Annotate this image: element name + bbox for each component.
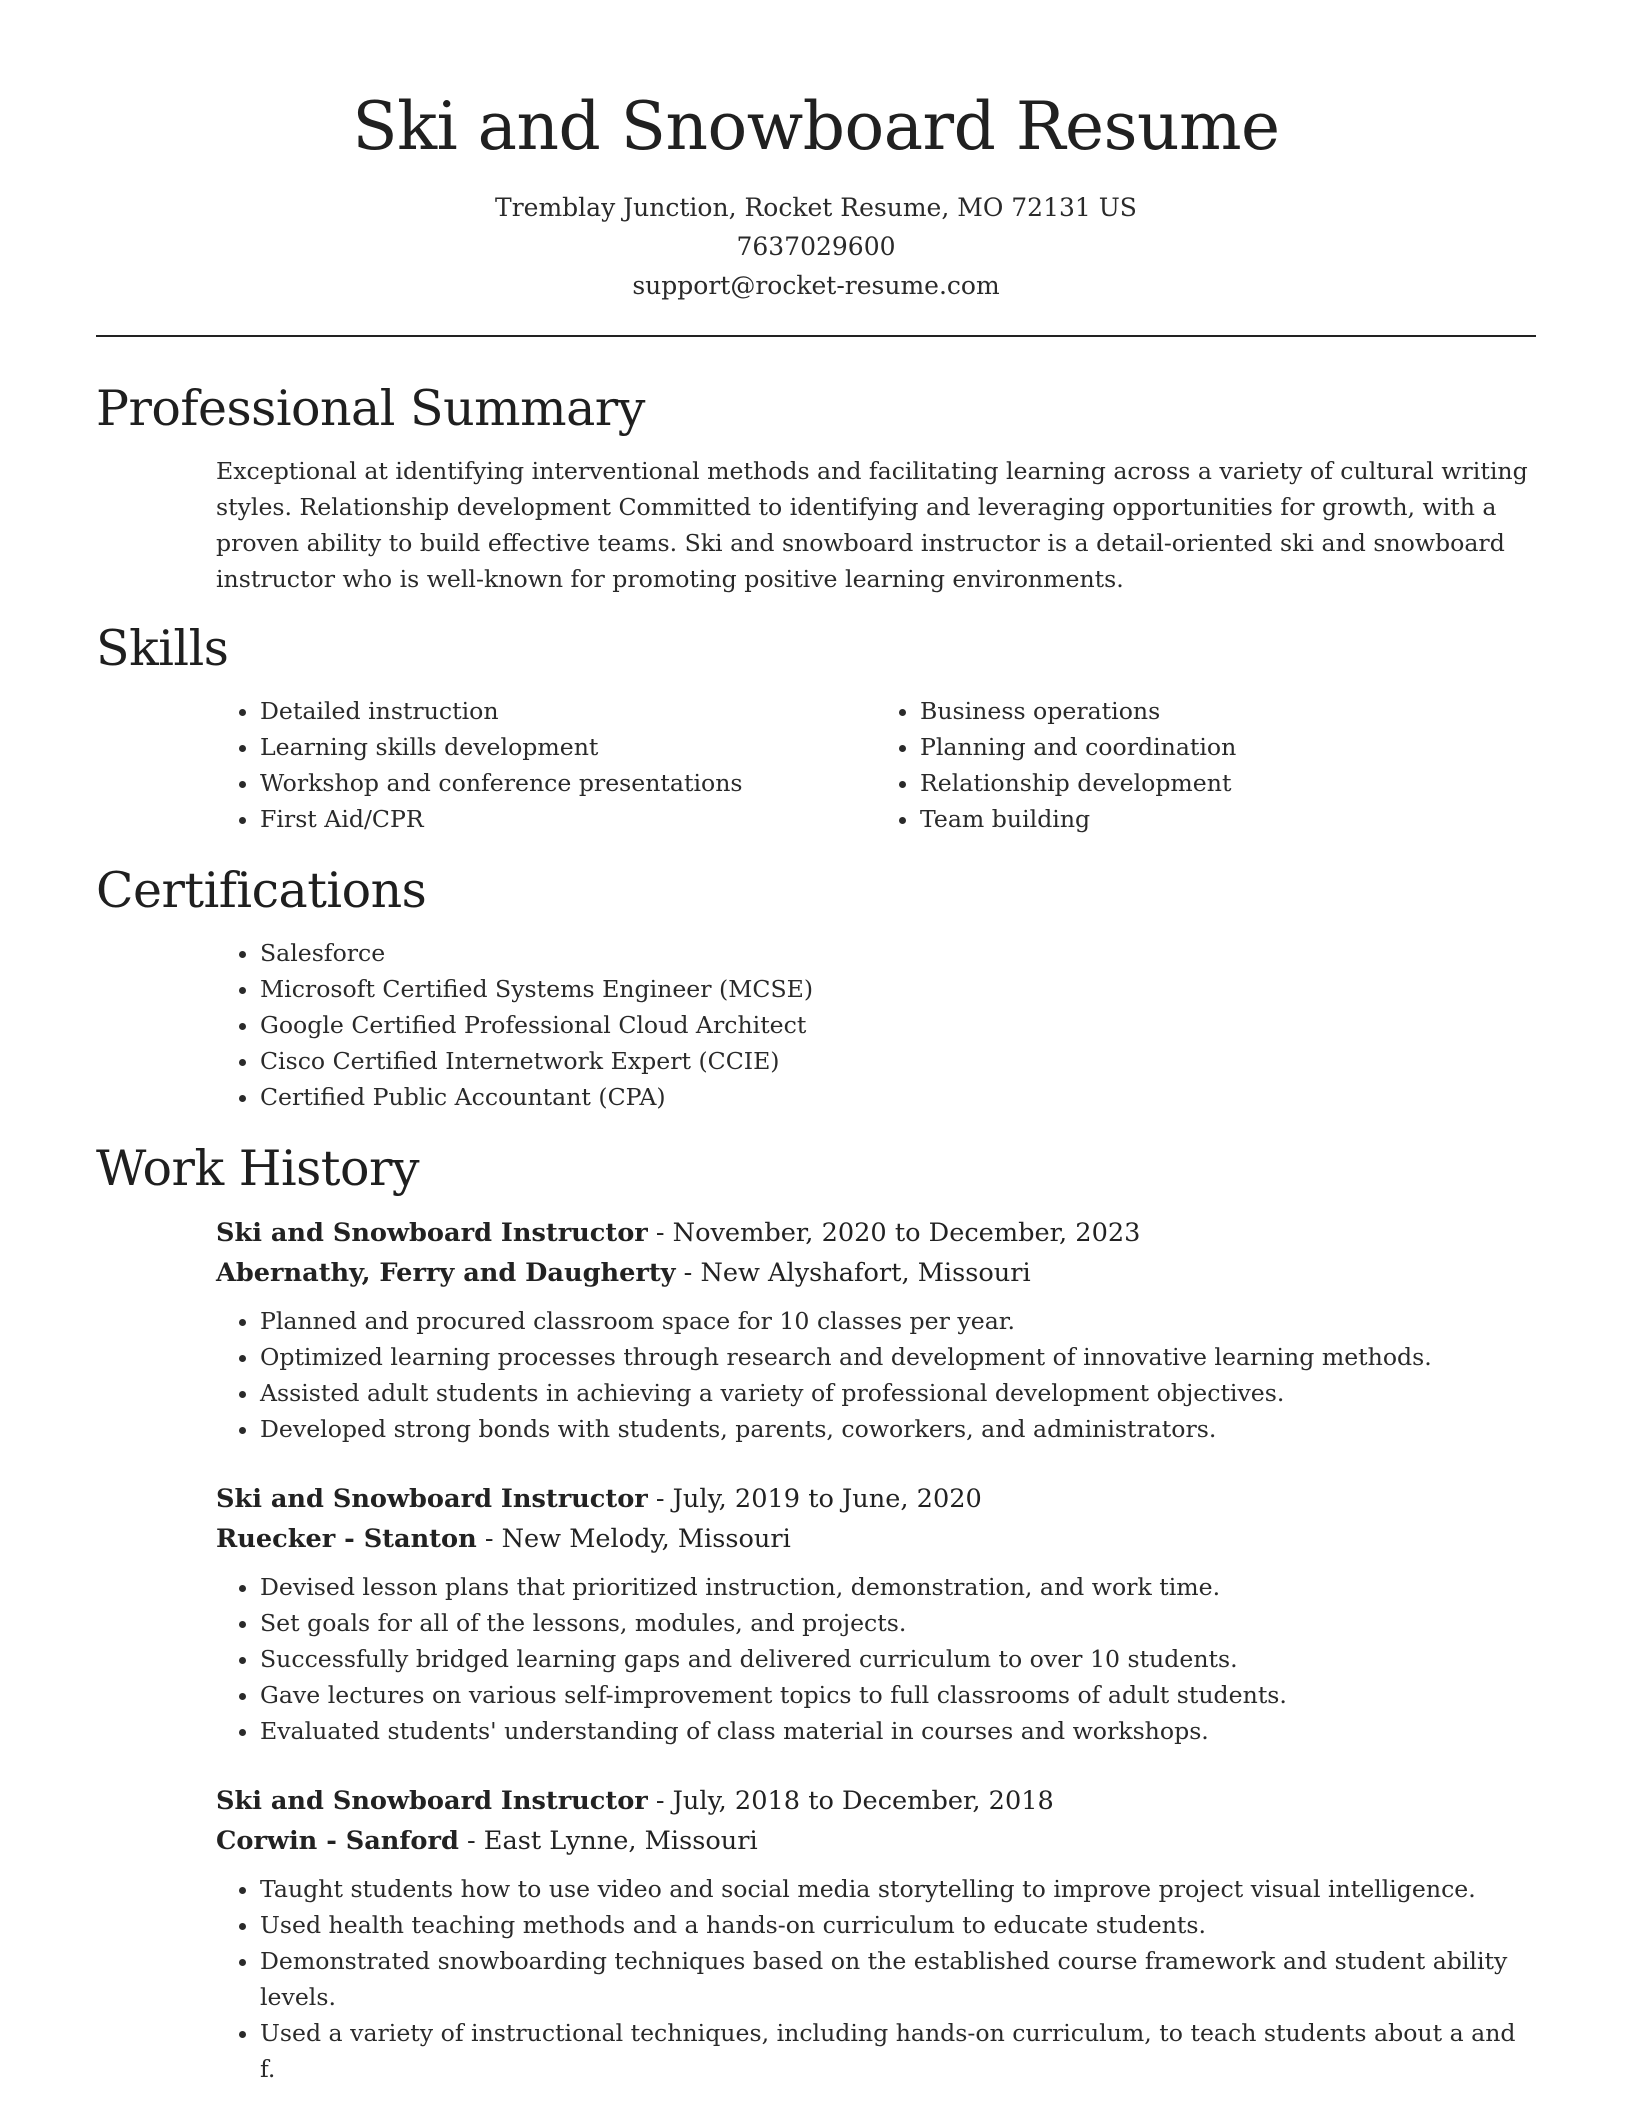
certifications-list [216, 935, 1536, 1115]
header-divider [96, 335, 1536, 337]
skills-heading: Skills [96, 620, 229, 677]
job-company-line [216, 1821, 1536, 1861]
certifications-heading: Certifications [96, 862, 427, 919]
skill-item: • Workshop and conference presentations [260, 765, 876, 801]
job-title-line [216, 1479, 1536, 1519]
job-dates: - July, 2018 to December, 2018 [647, 1786, 1054, 1816]
skill-item: • Detailed instruction [260, 693, 876, 729]
job-bullet: • Demonstrated snowboarding techniques based on the established course framework and student ability levels. [260, 1943, 1536, 2015]
job-bullet: • Optimized learning processes through research and development of innovative learning methods. [260, 1339, 1536, 1375]
job-bullet: • Developed strong bonds with students, parents, coworkers, and administrators. [260, 1411, 1536, 1447]
work-history-heading: Work History [96, 1140, 420, 1197]
resume-title: Ski and Snowboard Resume [352, 88, 1280, 165]
skill-item: • Learning skills development [260, 729, 876, 765]
summary-text: Exceptional at identifying interventional methods and facilitating learning across a variety of cultural writing styles. Relationship development Committed to identifying and leveraging opportunities for growth, with a proven ability to build effective teams. Ski and snowboard instructor is a detail-oriented ski and snowboard instructor who is well-known for promoting positive learning environments. [216, 457, 1528, 593]
certification-item: • Cisco Certified Internetwork Expert (CCIE) [260, 1043, 1536, 1079]
skills-columns [216, 693, 1536, 837]
job-entry [216, 1479, 1536, 1749]
job-bullet: • Devised lesson plans that prioritized instruction, demonstration, and work time. [260, 1569, 1536, 1605]
certification-item: • Salesforce [260, 935, 1536, 971]
job-title-line [216, 1781, 1536, 1821]
job-bullet: • Successfully bridged learning gaps and delivered curriculum to over 10 students. [260, 1641, 1536, 1677]
skill-item: • Planning and coordination [920, 729, 1536, 765]
skills-list-right [876, 693, 1536, 837]
skill-item: • First Aid/CPR [260, 801, 876, 837]
job-bullets [216, 1303, 1536, 1447]
job-bullet: • Planned and procured classroom space for 10 classes per year. [260, 1303, 1536, 1339]
certification-item: • Certified Public Accountant (CPA) [260, 1079, 1536, 1115]
job-dates: - July, 2019 to June, 2020 [647, 1484, 982, 1514]
job-bullet: • Evaluated students' understanding of class material in courses and workshops. [260, 1713, 1536, 1749]
contact-address: Tremblay Junction, Rocket Resume, MO 72131 US [495, 193, 1137, 222]
contact-block [96, 188, 1536, 305]
job-bullet: • Taught students how to use video and social media storytelling to improve project visual intelligence. [260, 1871, 1536, 1907]
certifications-section [96, 859, 1536, 1115]
job-location: - East Lynne, Missouri [458, 1826, 758, 1856]
job-role: Ski and Snowboard Instructor [216, 1484, 648, 1514]
resume-page [96, 0, 1536, 2087]
certification-item: • Google Certified Professional Cloud Architect [260, 1007, 1536, 1043]
job-bullet: • Used health teaching methods and a hands-on curriculum to educate students. [260, 1907, 1536, 1943]
skill-item: • Business operations [920, 693, 1536, 729]
job-bullets [216, 1569, 1536, 1749]
summary-section [96, 377, 1536, 597]
job-bullets [216, 1871, 1536, 2087]
job-role: Ski and Snowboard Instructor [216, 1786, 648, 1816]
job-company-line [216, 1253, 1536, 1293]
job-bullet: • Assisted adult students in achieving a variety of professional development objectives. [260, 1375, 1536, 1411]
summary-heading: Professional Summary [96, 380, 645, 437]
job-entry [216, 1213, 1536, 1447]
job-dates: - November, 2020 to December, 2023 [647, 1218, 1141, 1248]
contact-email: support@rocket-resume.com [632, 271, 1000, 300]
job-title-line [216, 1213, 1536, 1253]
job-location: - New Melody, Missouri [476, 1524, 791, 1554]
job-bullet: • Gave lectures on various self-improvement topics to full classrooms of adult students. [260, 1677, 1536, 1713]
skills-list-left [216, 693, 876, 837]
job-company: Abernathy, Ferry and Daugherty [216, 1258, 676, 1288]
skills-section [96, 617, 1536, 837]
job-entry [216, 1781, 1536, 2087]
job-company: Ruecker - Stanton [216, 1524, 477, 1554]
job-bullet: • Used a variety of instructional techniques, including hands-on curriculum, to teach students about a and f. [260, 2015, 1536, 2087]
job-role: Ski and Snowboard Instructor [216, 1218, 648, 1248]
contact-phone: 7637029600 [736, 232, 896, 261]
work-history-section [96, 1137, 1536, 2087]
skill-item: • Relationship development [920, 765, 1536, 801]
job-location: - New Alyshafort, Missouri [675, 1258, 1031, 1288]
job-company: Corwin - Sanford [216, 1826, 459, 1856]
job-bullet: • Set goals for all of the lessons, modules, and projects. [260, 1605, 1536, 1641]
certification-item: • Microsoft Certified Systems Engineer (MCSE) [260, 971, 1536, 1007]
job-company-line [216, 1519, 1536, 1559]
skill-item: • Team building [920, 801, 1536, 837]
